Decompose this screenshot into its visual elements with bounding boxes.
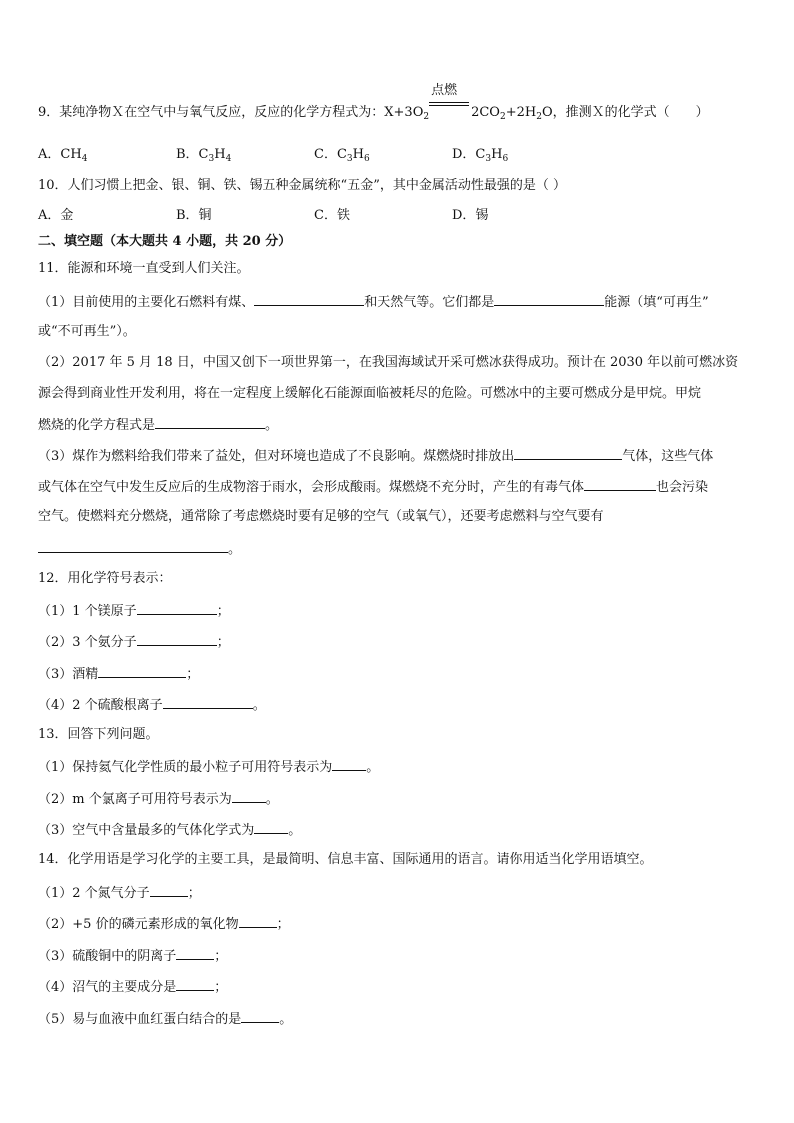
q11-part3-line1: （3）煤作为燃料给我们带来了益处，但对环境也造成了不良影响。煤燃烧时排放出 气体，这些气体 bbox=[38, 446, 713, 466]
q9-option-b[interactable]: B．$C_3H_4$ bbox=[176, 147, 232, 164]
q11-stem: 11．能源和环境一直受到人们关注。 bbox=[38, 261, 250, 276]
reaction-condition: 点燃 bbox=[429, 98, 471, 116]
q10-stem: 10．人们习惯上把金、银、铜、铁、锡五种金属统称“五金”，其中金属活动性最强的是（ ） bbox=[38, 178, 566, 193]
answer-blank[interactable] bbox=[176, 946, 214, 960]
q11-part3-line4: 。 bbox=[38, 539, 241, 559]
q14-item: （1）2 个氮气分子 ； bbox=[38, 883, 201, 903]
answer-blank[interactable] bbox=[494, 292, 604, 306]
q12-item: （1）1 个镁原子 ； bbox=[38, 601, 230, 621]
q9-option-c[interactable]: C．$C_3H_6$ bbox=[314, 147, 370, 164]
answer-blank[interactable] bbox=[254, 820, 288, 834]
answer-blank[interactable] bbox=[176, 977, 214, 991]
answer-blank[interactable] bbox=[137, 632, 217, 646]
q12-item: （2）3 个氨分子 ； bbox=[38, 632, 230, 652]
q11-part3-line2: 或气体在空气中发生反应后的生成物溶于雨水，会形成酸雨。煤燃烧不充分时，产生的有毒气体 也会污染 bbox=[38, 477, 708, 497]
q9-option-d[interactable]: D．$C_3H_6$ bbox=[452, 147, 509, 164]
answer-blank[interactable] bbox=[38, 539, 228, 553]
q14-stem: 14．化学用语是学习化学的主要工具，是最简明、信息丰富、国际通用的语言。请你用适当化学用语填空。 bbox=[38, 852, 653, 867]
q12-stem: 12．用化学符号表示： bbox=[38, 571, 172, 586]
q14-item: （2）+5 价的磷元素形成的氧化物 ； bbox=[38, 914, 290, 934]
q10-option-c[interactable]: C．铁 bbox=[314, 208, 350, 223]
q10-option-d[interactable]: D．锡 bbox=[452, 208, 489, 223]
answer-blank[interactable] bbox=[150, 883, 188, 897]
answer-blank[interactable] bbox=[232, 789, 266, 803]
q11-part3-line3: 空气。使燃料充分燃烧，通常除了考虑燃烧时要有足够的空气（或氧气），还要考虑燃料与空气要有 bbox=[38, 509, 604, 524]
answer-blank[interactable] bbox=[514, 446, 622, 460]
q13-item: （2）m 个氯离子可用符号表示为 。 bbox=[38, 789, 279, 809]
q11-part2-line2: 源会得到商业性开发利用，将在一定程度上缓解化石能源面临被耗尽的危险。可燃冰中的主要可燃成分是甲烷。甲烷 bbox=[38, 386, 702, 401]
q9-option-a[interactable]: A．$CH_4$ bbox=[38, 147, 88, 164]
q12-item: （4）2 个硫酸根离子 。 bbox=[38, 695, 266, 715]
answer-blank[interactable] bbox=[584, 477, 656, 491]
answer-blank[interactable] bbox=[254, 292, 364, 306]
q11-part1-line1: （1）目前使用的主要化石燃料有煤、 和天然气等。它们都是 能源（填“可再生” bbox=[38, 292, 709, 312]
answer-blank[interactable] bbox=[98, 664, 186, 678]
answer-blank[interactable] bbox=[241, 1009, 279, 1023]
q14-item: （3）硫酸铜中的阴离子 ； bbox=[38, 946, 227, 966]
q13-item: （3）空气中含量最多的气体化学式为 。 bbox=[38, 820, 301, 840]
answer-blank[interactable] bbox=[155, 415, 265, 429]
q13-item: （1）保持氦气化学性质的最小粒子可用符号表示为 。 bbox=[38, 757, 379, 777]
q14-item: （4）沼气的主要成分是 ； bbox=[38, 977, 227, 997]
q14-item: （5）易与血液中血红蛋白结合的是 。 bbox=[38, 1009, 292, 1029]
answer-blank[interactable] bbox=[137, 601, 217, 615]
q11-part2-line1: （2）2017 年 5 月 18 日，中国又创下一项世界第一，在我国海域试开采可燃冰获得成功。预计在 2030 年以前可燃冰资 bbox=[38, 355, 739, 370]
q9-prefix: 9．某纯净物Ｘ在空气中与氧气反应，反应的化学方程式为：X+3O bbox=[38, 105, 424, 120]
answer-blank[interactable] bbox=[332, 757, 366, 771]
q11-part1-line2: 或“不可再生”）。 bbox=[38, 324, 136, 339]
q11-part2-line3: 燃烧的化学方程式是 。 bbox=[38, 415, 278, 435]
q13-stem: 13．回答下列问题。 bbox=[38, 727, 159, 742]
q10-option-a[interactable]: A．金 bbox=[38, 208, 74, 223]
section-heading: 二、填空题（本大题共 4 小题，共 20 分） bbox=[38, 234, 292, 249]
answer-blank[interactable] bbox=[163, 695, 253, 709]
answer-blank[interactable] bbox=[239, 914, 277, 928]
q10-option-b[interactable]: B．铜 bbox=[176, 208, 212, 223]
q12-item: （3）酒精 ； bbox=[38, 664, 199, 684]
q9-stem: 9．某纯净物Ｘ在空气中与氧气反应，反应的化学方程式为：$X+3O_2$ 点燃 $2CO_2+2H_2O$，推测Ｘ的化学式（ ） bbox=[38, 83, 709, 122]
